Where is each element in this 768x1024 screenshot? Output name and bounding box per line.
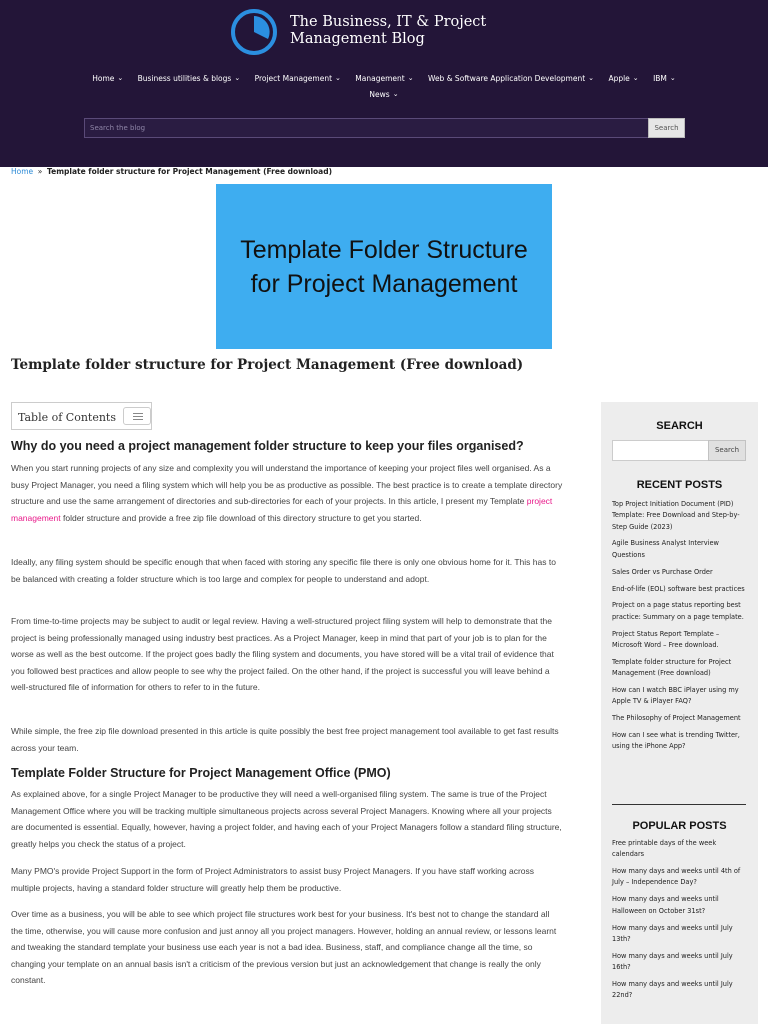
chevron-down-icon: ⌄ (632, 74, 639, 82)
header-search-button[interactable]: Search (648, 118, 685, 138)
nav-item-project-management[interactable] (255, 72, 341, 86)
paragraph-3: From time-to-time projects may be subject to audit or legal review. Having a well-structured project filing system will help to demonstrate that the project is being professionally managed using industry best practices. As a Project Manager, keep in mind that part of your job is to plan for the worse as well as the best outcome. If the project goes badly the filing system and documents, you have stored will be a vital trail of evidence that you followed best practices and allow people to see why the project failed. On the other hand, if the project is successful you will leave behind a well-structured file of information for others to refer to in the future. (11, 616, 554, 693)
featured-image-text: Template Folder Structure for Project Management (240, 235, 528, 298)
popular-post-link[interactable]: How many days and weeks until 4th of July – Independence Day? (612, 867, 741, 887)
nav-label: IBM (653, 74, 667, 83)
paragraph-text: folder structure and provide a free zip file download of this directory structure to get you started. (60, 512, 422, 523)
nav-label: Business utilities & blogs (137, 74, 232, 83)
nav-label: Project Management (254, 74, 333, 83)
sidebar-divider (612, 804, 746, 805)
popular-posts-list (612, 838, 746, 1007)
pie-chart-logo-icon[interactable] (229, 8, 281, 56)
chevron-down-icon: ⌄ (234, 74, 241, 82)
chevron-down-icon: ⌄ (407, 74, 414, 82)
recent-post-link[interactable]: How can I watch BBC iPlayer using my Apple TV & iPlayer FAQ? (612, 686, 739, 706)
breadcrumb (11, 167, 332, 177)
nav-label: News (369, 90, 390, 99)
sidebar-search-heading: SEARCH (656, 420, 703, 432)
site-title-line2: Management Blog (290, 31, 425, 47)
section-heading-pmo: Template Folder Structure for Project Management Office (PMO) (11, 766, 391, 780)
project-management-link[interactable]: project management (11, 496, 553, 523)
nav-label: Web & Software Application Development (427, 74, 586, 83)
main-nav (0, 72, 768, 104)
nav-label: Management (355, 74, 405, 83)
nav-item-web-software[interactable] (428, 72, 594, 86)
nav-label: Home (92, 74, 115, 83)
paragraph-4: While simple, the free zip file download presented in this article is quite possibly the best free project management tool available to get fast results across your team. (11, 726, 559, 753)
breadcrumb-home-link[interactable]: Home (11, 167, 34, 176)
paragraph-7: Over time as a business, you will be able to see which project file structures work best for your business. It's best not to change the standard all the time, otherwise, you will cause more confusion and just annoy all you project managers. However, holding an annual review, or lessons learnt and tweaking the standard template your business use each year is not a bad idea. Business, staff, and compliance change all the time, so changing your template on an annual basis isn't a criticism of the previous version but just an acknowledgement that change is really the only constant. (11, 909, 557, 986)
nav-label: Apple (608, 74, 630, 83)
paragraph-1 (11, 460, 563, 526)
popular-post-link[interactable]: How many days and weeks until Halloween on October 31st? (612, 895, 719, 915)
sidebar-search-button[interactable]: Search (708, 440, 746, 461)
nav-item-news[interactable] (369, 88, 398, 102)
paragraph-6: Many PMO's provide Project Support in the form of Project Administrators to assist busy Project Managers. If you have staff working across multiple projects, having a standard folder structure will greatly help them be productive. (11, 866, 535, 893)
site-title-line1: The Business, IT & Project (290, 14, 487, 30)
recent-post-link[interactable]: The Philosophy of Project Management (612, 714, 741, 723)
breadcrumb-current: Template folder structure for Project Management (Free download) (47, 167, 333, 176)
nav-item-ibm[interactable] (653, 72, 676, 86)
nav-item-management[interactable] (355, 72, 413, 86)
popular-post-link[interactable]: How many days and weeks until July 16th? (612, 951, 733, 972)
recent-post-link[interactable]: Sales Order vs Purchase Order (612, 567, 713, 576)
paragraph-text: When you start running projects of any size and complexity you will understand the importance of keeping your project files well organised. As a busy Project Manager, you need a filing system which will help you be as productive as possible. The best practice is to create a template directory structure and use the same arrangement of directories and sub-directories for each of your projects. In this article, I present my Template (11, 463, 563, 507)
header-search-placeholder: Search the blog (90, 124, 146, 132)
table-of-contents[interactable] (11, 402, 152, 430)
toc-label: Table of Contents (18, 411, 117, 424)
nav-item-home[interactable] (92, 72, 123, 86)
sidebar (601, 402, 758, 1024)
popular-posts-heading: POPULAR POSTS (632, 820, 727, 832)
recent-post-link[interactable]: How can I see what is trending Twitter, using the iPhone App? (612, 731, 740, 751)
popular-post-link[interactable]: How many days and weeks until July 13th? (612, 923, 733, 943)
paragraph-5: As explained above, for a single Project Manager to be productive they will need a well-organised filing system. The same is true of the Project Management Office where you will be tracking multiple simultaneous projects across several Project Managers. Knowing where all your projects are documented is essential. Equally, however, having a project folder, and having each of your Project Managers follow a standard filing structure, greatly helps you check the status of a project. (11, 789, 562, 849)
page-title: Template folder structure for Project Management (Free download) (11, 357, 524, 373)
paragraph-2: Ideally, any filing system should be specific enough that when faced with storing any specific file there is only one obvious home for it. This has to be balanced with creating a folder structure which is too large and complex for people to understand and adopt. (11, 557, 556, 584)
recent-post-link[interactable]: Agile Business Analyst Interview Questions (612, 539, 719, 559)
header-search-input[interactable] (84, 118, 650, 138)
popular-post-link[interactable]: How many days and weeks until July 22nd? (612, 979, 733, 1000)
site-header (0, 0, 768, 167)
nav-item-apple[interactable] (608, 72, 638, 86)
recent-post-link[interactable]: Project on a page status reporting best practice: Summary on a page template. (612, 601, 744, 621)
site-title[interactable] (290, 14, 510, 48)
sidebar-search-input[interactable] (612, 440, 709, 461)
recent-post-link[interactable]: End-of-life (EOL) software best practices (612, 584, 745, 593)
recent-posts-list (612, 499, 746, 758)
breadcrumb-separator: » (37, 167, 43, 176)
chevron-down-icon: ⌄ (588, 74, 595, 82)
section-heading-why: Why do you need a project management folder structure to keep your files organised? (11, 439, 524, 453)
toc-toggle-list-icon[interactable] (123, 407, 151, 425)
recent-post-link[interactable]: Project Status Report Template – Microsoft Word – Free download. (612, 629, 720, 649)
recent-posts-heading: RECENT POSTS (636, 479, 723, 491)
featured-image (216, 184, 552, 349)
recent-post-link[interactable]: Template folder structure for Project Management (Free download) (612, 657, 732, 678)
popular-post-link[interactable]: Free printable days of the week calendars (612, 839, 717, 859)
recent-post-link[interactable]: Top Project Initiation Document (PID) Template: Free Download and Step-by-Step Guide (2023) (612, 500, 740, 531)
chevron-down-icon: ⌄ (392, 90, 399, 98)
nav-item-business-utilities[interactable] (138, 72, 241, 86)
chevron-down-icon: ⌄ (117, 74, 124, 82)
chevron-down-icon: ⌄ (669, 74, 676, 82)
chevron-down-icon: ⌄ (335, 74, 341, 82)
